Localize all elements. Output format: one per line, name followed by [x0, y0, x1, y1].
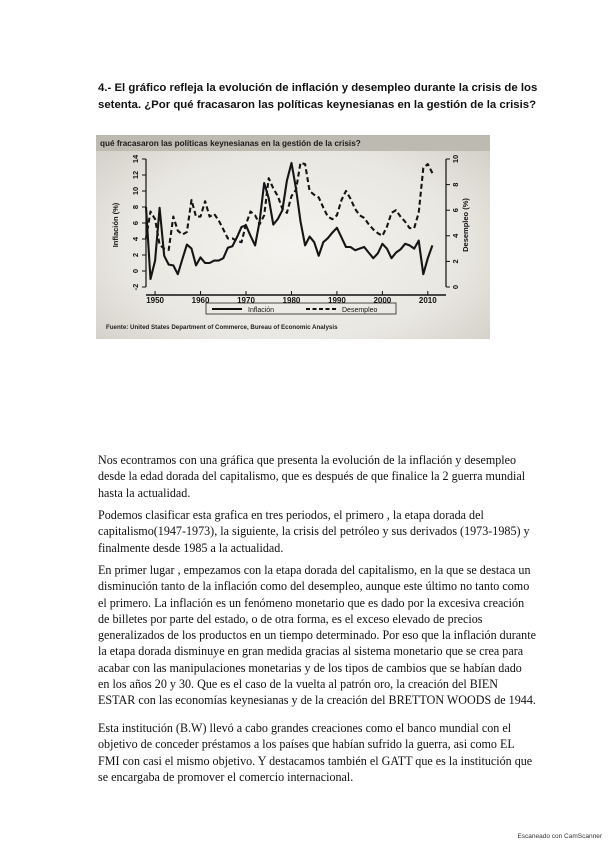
y-tick-label: 14: [130, 154, 140, 164]
x-tick-label: 2000: [373, 296, 392, 305]
y2-tick-label: 2: [450, 259, 460, 264]
y2-tick-label: 10: [450, 154, 460, 164]
y2-tick-label: 8: [450, 182, 460, 187]
paragraph-2: Podemos clasificar esta grafica en tres periodos, el primero , la etapa dorada del capitalismo(1947-1973), la siguiente, la crisis del petróleo y sus derivados (1973-1985) y finalmente desde 1985 a la actualidad.: [98, 508, 530, 555]
x-tick-label: 2010: [418, 296, 437, 305]
x-tick-label: 1990: [328, 296, 346, 305]
legend-inflacion-label: Inflación: [248, 307, 275, 314]
y-tick-label: 2: [130, 252, 140, 258]
paragraph-4: Esta institución (B.W) llevó a cabo grandes creaciones como el banco mundial con el objetivo de conceder préstamos a los países que habían sufrido la guerra, asi como EL FMI con casi el mismo objetivo. Y destacamos también el GATT que es la institución que se encargaba de promover el comercio internacional.: [98, 721, 533, 784]
x-tick-label: 1950: [146, 296, 164, 305]
y-tick-label: 10: [130, 186, 140, 196]
y-tick-label: 4: [130, 236, 140, 242]
y-tick-label: 12: [130, 170, 140, 180]
y-tick-label: 6: [130, 220, 140, 226]
question-heading: 4.- El gráfico refleja la evolución de inflación y desempleo durante la crisis de los setenta. ¿Por qué fracasaron las políticas keynesianas en la gestión de la crisis?: [98, 82, 538, 111]
y-tick-label: 8: [130, 204, 140, 210]
inflation-unemployment-chart: [96, 135, 490, 339]
x-tick-label: 1980: [282, 296, 301, 305]
chart-title: qué fracasaron las políticas keynesianas en la gestión de la crisis?: [100, 139, 361, 148]
scanner-footer: Escaneado con CamScanner: [517, 833, 602, 840]
y2-tick-label: 0: [450, 284, 460, 290]
chart-photo: [96, 135, 490, 339]
y2-axis-label: Desempleo (%): [461, 198, 470, 252]
chart-legend: [206, 303, 396, 314]
paragraph-1: Nos econtramos con una gráfica que presenta la evolución de la inflación y desempleo desde la edad dorada del capitalismo, que es después de que finalice la 2 guerra mundial hasta la actualidad.: [98, 453, 526, 500]
y-axis-label: Inflación (%): [111, 202, 120, 248]
series-line-inflacion: [146, 163, 432, 279]
y2-tick-label: 4: [450, 233, 460, 238]
chart-source: Fuente: United States Department of Commerce, Bureau of Economic Analysis: [106, 324, 338, 331]
y-tick-label: -2: [130, 283, 140, 291]
x-tick-label: 1960: [191, 296, 210, 305]
x-tick-label: 1970: [237, 296, 255, 305]
y-tick-label: 0: [130, 268, 140, 274]
legend-desempleo-label: Desempleo: [342, 307, 378, 314]
y2-tick-label: 6: [450, 208, 460, 213]
paragraph-3: En primer lugar , empezamos con la etapa dorada del capitalismo, en la que se destaca un disminución tanto de la inflación como del desempleo, aunque este último no tanto como el primero. La inflación es un fenómeno monetario que es dado por la excesiva creación de billetes por parte del estado, o de otra forma, es el exceso elevado de precios generalizados de los productos en un tiempo determinado. Por eso que la inflación durante la etapa dorada disminuye en gran medida gracias al sistema monetario que se crea para acabar con las manipulaciones monetarias y de los tipos de cambios que se habían dado en los años 20 y 30. Que es el caso de la vuelta al patrón oro, la creación del BIEN ESTAR con las economías keynesianas y de la creación del BRETTON WOODS de 1944.: [98, 563, 536, 708]
